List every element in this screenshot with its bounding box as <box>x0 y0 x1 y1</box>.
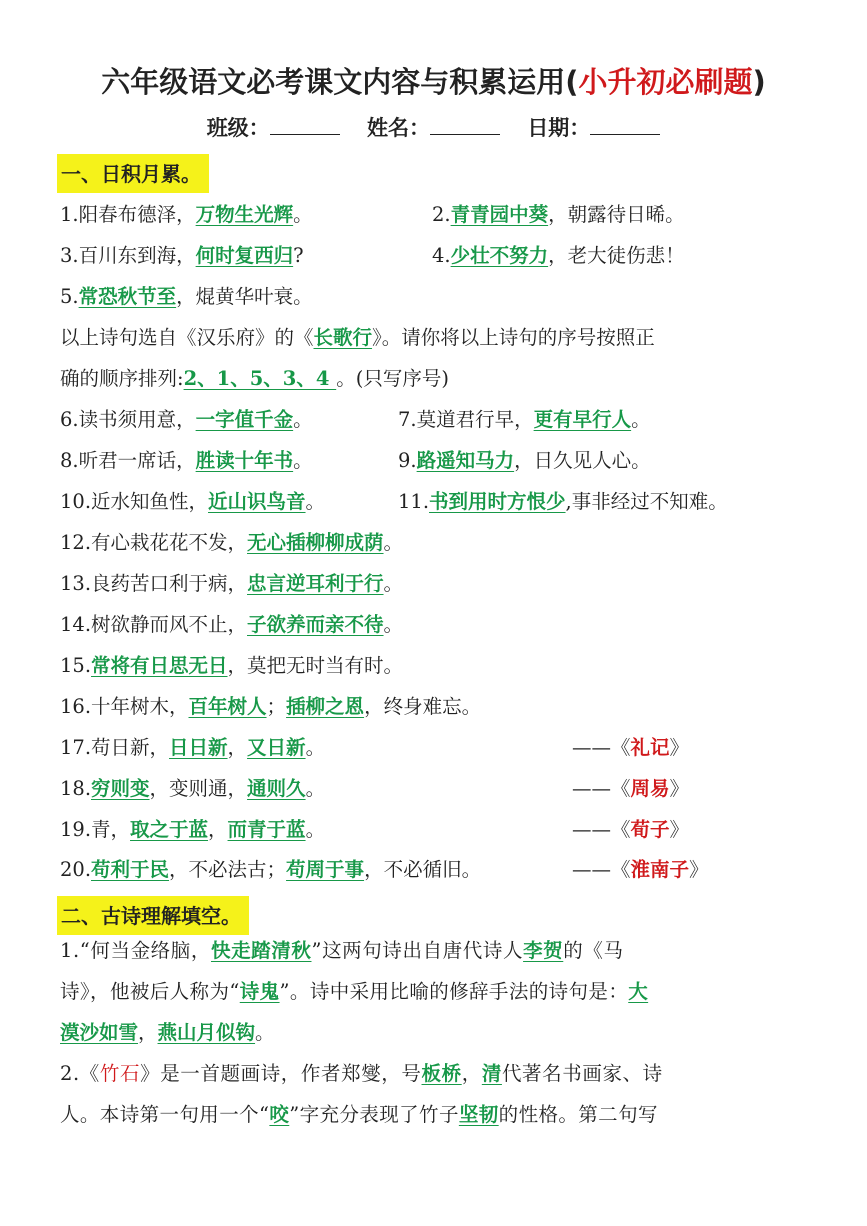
text: 代著名书画家、诗 <box>501 1062 663 1085</box>
poem-question-1c <box>60 1020 275 1046</box>
answer: 漠沙如雪 <box>60 1021 139 1044</box>
text: ——《 <box>572 858 631 881</box>
answer: 常将有日思无日 <box>91 654 228 677</box>
text: 确的顺序排列: <box>60 367 184 390</box>
answer: 无心插柳柳成荫 <box>247 531 384 554</box>
text: ——《 <box>572 777 631 800</box>
text: 的《马 <box>563 939 624 962</box>
text: 15. <box>60 654 92 677</box>
text: 。 <box>383 572 404 595</box>
title-highlight: 小升初必刷题 <box>578 65 753 99</box>
poem-question-2b <box>60 1102 658 1128</box>
class-blank[interactable] <box>270 116 340 135</box>
answer: 板桥 <box>421 1062 462 1085</box>
line-2 <box>432 202 685 228</box>
answer: 又日新 <box>247 736 306 759</box>
text: 2.《 <box>60 1062 100 1085</box>
line-8 <box>60 448 313 474</box>
line-18 <box>60 776 325 802</box>
text: ，老大徒伤悲！ <box>548 244 685 267</box>
text: ，朝露待日晞。 <box>548 203 685 226</box>
class-label: 班级： <box>206 116 270 140</box>
line-11 <box>398 489 728 515</box>
line-12 <box>60 530 403 556</box>
text: 14.树欲静而风不止， <box>60 613 248 636</box>
text: ，日久见人心。 <box>514 449 651 472</box>
text: 6.读书须用意， <box>60 408 196 431</box>
source-title: 礼记 <box>630 736 670 759</box>
line-16 <box>60 694 481 720</box>
text: 。 <box>293 449 313 472</box>
text: 17.苟日新， <box>60 736 170 759</box>
text: 。 <box>305 490 326 513</box>
poem-question-2a <box>60 1061 663 1087</box>
answer: 路遥知马力 <box>416 449 515 472</box>
answer: 更有早行人 <box>533 408 632 431</box>
answer: 苟周于事 <box>286 858 365 881</box>
answer: 咬 <box>269 1103 290 1126</box>
poem-title: 竹石 <box>99 1062 141 1085</box>
text: ， <box>227 736 248 759</box>
line-1 <box>60 202 313 228</box>
answer: 近山识鸟音 <box>208 490 306 513</box>
answer: 日日新 <box>169 736 228 759</box>
line-17 <box>60 735 325 761</box>
line-10 <box>60 489 325 515</box>
name-label: 姓名： <box>367 116 430 140</box>
poem-question-1a <box>60 938 624 964</box>
title-end: ) <box>752 65 766 99</box>
text: ,事非经过不知难。 <box>565 490 728 513</box>
text: 20. <box>60 858 92 881</box>
answer: 常恐秋节至 <box>78 285 177 308</box>
text: ”这两句诗出自唐代诗人 <box>311 939 524 962</box>
answer: 书到用时方恨少 <box>429 490 566 513</box>
text: 19.青， <box>60 818 131 841</box>
answer: 忠言逆耳利于行 <box>247 572 384 595</box>
text: 7.莫道君行早， <box>398 408 534 431</box>
text: 》 <box>669 736 690 759</box>
text: 。(只写序号) <box>336 367 449 390</box>
answer: 苟利于民 <box>91 858 170 881</box>
text: 。 <box>383 613 404 636</box>
text: ，不必法古； <box>169 858 287 881</box>
page-title <box>0 60 867 101</box>
text: ”。诗中采用比喻的修辞手法的诗句是： <box>279 980 629 1003</box>
question-order-1 <box>60 325 655 351</box>
text: 以上诗句选自《汉乐府》的《 <box>60 326 314 349</box>
answer: 而青于蓝 <box>227 818 306 841</box>
student-info-line <box>0 112 867 142</box>
question-order-2 <box>60 366 449 392</box>
answer: 清 <box>481 1062 502 1085</box>
answer: 长歌行 <box>313 326 373 349</box>
text: 1.阳春布德泽， <box>60 203 196 226</box>
text: ， <box>461 1062 482 1085</box>
title-main: 六年级语文必考课文内容与积累运用( <box>101 65 579 99</box>
text: ——《 <box>572 818 631 841</box>
line-14 <box>60 612 403 638</box>
text: ? <box>293 244 304 267</box>
text: 2. <box>432 203 451 226</box>
line-13 <box>60 571 403 597</box>
line-6 <box>60 407 313 433</box>
answer: 穷则变 <box>91 777 150 800</box>
answer: 通则久 <box>247 777 306 800</box>
name-blank[interactable] <box>430 116 500 135</box>
answer: 李贺 <box>523 939 564 962</box>
text: ”字充分表现了竹子 <box>289 1103 459 1126</box>
text: 1.“何当金络脑， <box>60 939 211 962</box>
text: ，不必循旧。 <box>364 858 482 881</box>
line-4 <box>432 243 685 269</box>
answer: 坚韧 <box>458 1103 499 1126</box>
answer: 青青园中葵 <box>450 203 549 226</box>
answer: 大 <box>628 980 649 1003</box>
answer: 何时复西归 <box>195 244 294 267</box>
text: 》 <box>669 818 690 841</box>
text: 8.听君一席话， <box>60 449 196 472</box>
source-18 <box>572 776 689 802</box>
text: 》是一首题画诗，作者郑燮，号 <box>140 1062 422 1085</box>
text: 13.良药苦口利于病， <box>60 572 248 595</box>
text: 12.有心栽花花不发， <box>60 531 248 554</box>
text: ， <box>138 1021 158 1044</box>
source-20 <box>572 857 709 883</box>
answer: 2、1、5、3、4 <box>183 367 337 390</box>
source-19 <box>572 817 689 843</box>
source-17 <box>572 735 689 761</box>
answer: 子欲养而亲不待 <box>247 613 384 636</box>
date-label: 日期： <box>527 116 591 140</box>
text: ； <box>266 695 287 718</box>
answer: 插柳之恩 <box>286 695 365 718</box>
answer: 取之于蓝 <box>130 818 209 841</box>
line-3 <box>60 243 304 269</box>
text: 。 <box>305 736 326 759</box>
text: 。 <box>305 777 326 800</box>
text: 。 <box>293 203 313 226</box>
text: 。 <box>293 408 313 431</box>
text: 》 <box>669 777 690 800</box>
line-5 <box>60 284 313 310</box>
answer: 燕山月似钩 <box>157 1021 256 1044</box>
answer: 百年树人 <box>188 695 267 718</box>
line-15 <box>60 653 403 679</box>
text: 16.十年树木， <box>60 695 189 718</box>
text: 的性格。第二句写 <box>498 1103 658 1126</box>
answer: 诗鬼 <box>239 980 280 1003</box>
answer: 万物生光辉 <box>195 203 294 226</box>
text: ——《 <box>572 736 631 759</box>
text: 》。请你将以上诗句的序号按照正 <box>372 326 655 349</box>
line-19 <box>60 817 325 843</box>
text: 。 <box>305 818 326 841</box>
text: 3.百川东到海， <box>60 244 196 267</box>
source-title: 周易 <box>630 777 670 800</box>
text: 。 <box>255 1021 275 1044</box>
poem-question-1b <box>60 979 648 1005</box>
text: 诗》，他被后人称为“ <box>60 980 240 1003</box>
line-9 <box>398 448 651 474</box>
answer: 胜读十年书 <box>195 449 294 472</box>
text: ， <box>208 818 228 841</box>
text: ，焜黄华叶衰。 <box>176 285 313 308</box>
date-blank[interactable] <box>590 116 660 135</box>
text: 4. <box>432 244 451 267</box>
text: 人。本诗第一句用一个“ <box>60 1103 270 1126</box>
text: 18. <box>60 777 92 800</box>
line-7 <box>398 407 651 433</box>
text: 。 <box>383 531 404 554</box>
section-heading-2: 二、古诗理解填空。 <box>57 896 249 935</box>
text: 。 <box>631 408 651 431</box>
answer: 一字值千金 <box>195 408 294 431</box>
source-title: 淮南子 <box>630 858 690 881</box>
line-20 <box>60 857 481 883</box>
text: 5. <box>60 285 79 308</box>
text: 9. <box>398 449 417 472</box>
text: ，终身难忘。 <box>364 695 482 718</box>
answer: 快走踏清秋 <box>210 939 312 962</box>
text: 》 <box>689 858 709 881</box>
section-heading-1: 一、日积月累。 <box>57 154 209 193</box>
text: ，变则通， <box>149 777 248 800</box>
text: 11. <box>398 490 430 513</box>
text: ，莫把无时当有时。 <box>227 654 404 677</box>
text: 10.近水知鱼性， <box>60 490 209 513</box>
source-title: 荀子 <box>630 818 670 841</box>
answer: 少壮不努力 <box>450 244 549 267</box>
